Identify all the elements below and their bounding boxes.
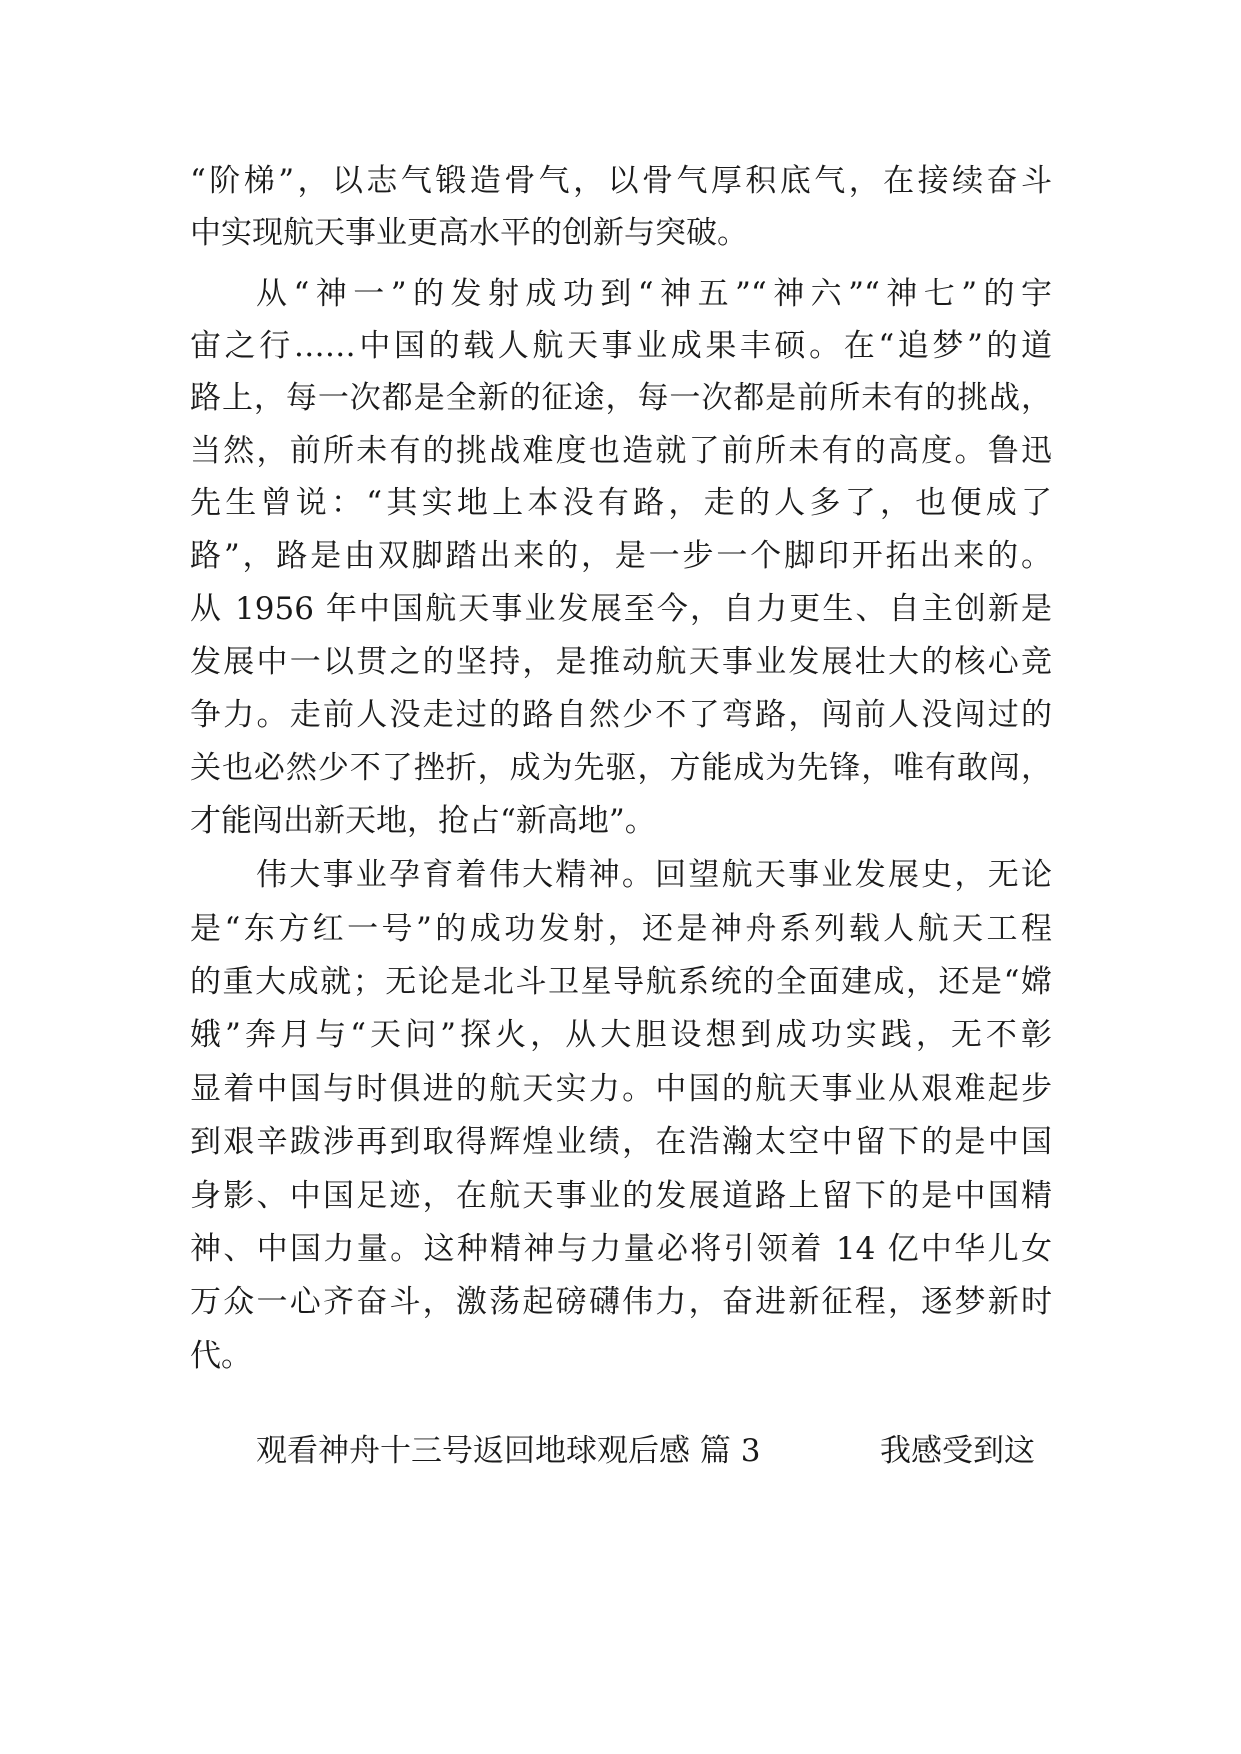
paragraph-3-line-5: 显着中国与时俱进的航天实力。中国的航天事业从艰难起步 <box>190 1071 1052 1107</box>
section-heading-title: 观看神舟十三号返回地球观后感 <box>256 1433 690 1469</box>
paragraph-3-line-1: 伟大事业孕育着伟大精神。回望航天事业发展史，无论 <box>256 857 1052 893</box>
paragraph-2-line-1: 从“神一”的发射成功到“神五”“神六”“神七”的宇 <box>256 276 1052 312</box>
paragraph-3-line-7: 身影、中国足迹，在航天事业的发展道路上留下的是中国精 <box>190 1178 1052 1214</box>
paragraph-1-line-2: 中实现航天事业更高水平的创新与突破。 <box>190 215 748 251</box>
paragraph-2-line-7: 从 1956 年中国航天事业发展至今，自力更生、自主创新是 <box>190 591 1052 627</box>
paragraph-2-line-11: 才能闯出新天地，抢占“新高地”。 <box>190 803 656 839</box>
section-heading-part: 篇 3 <box>699 1433 761 1469</box>
paragraph-2-line-3: 路上，每一次都是全新的征途，每一次都是前所未有的挑战， <box>190 380 1052 416</box>
paragraph-2-line-8: 发展中一以贯之的坚持，是推动航天事业发展壮大的核心竞 <box>190 644 1052 680</box>
paragraph-1-line-1: “阶梯”，以志气锻造骨气，以骨气厚积底气，在接续奋斗 <box>190 163 1052 199</box>
paragraph-3-line-3: 的重大成就；无论是北斗卫星导航系统的全面建成，还是“嫦 <box>190 964 1052 1000</box>
section-heading-tail: 我感受到这 <box>880 1433 1035 1469</box>
paragraph-3-line-4: 娥”奔月与“天问”探火，从大胆设想到成功实践，无不彰 <box>190 1017 1052 1053</box>
paragraph-3-line-6: 到艰辛跋涉再到取得辉煌业绩，在浩瀚太空中留下的是中国 <box>190 1124 1052 1160</box>
paragraph-2-line-2: 宙之行……中国的载人航天事业成果丰硕。在“追梦”的道 <box>190 328 1052 364</box>
section-heading <box>256 1430 760 1472</box>
paragraph-3-line-9: 万众一心齐奋斗，激荡起磅礴伟力，奋进新征程，逐梦新时 <box>190 1284 1052 1320</box>
paragraph-2-line-10: 关也必然少不了挫折，成为先驱，方能成为先锋，唯有敢闯， <box>190 750 1052 786</box>
paragraph-2-line-4: 当然，前所未有的挑战难度也造就了前所未有的高度。鲁迅 <box>190 433 1052 469</box>
paragraph-2-line-5: 先生曾说：“其实地上本没有路，走的人多了，也便成了 <box>190 485 1052 521</box>
paragraph-3-line-2: 是“东方红一号”的成功发射，还是神舟系列载人航天工程 <box>190 911 1052 947</box>
paragraph-2-line-6: 路”，路是由双脚踏出来的，是一步一个脚印开拓出来的。 <box>190 538 1052 574</box>
paragraph-2-line-9: 争力。走前人没走过的路自然少不了弯路，闯前人没闯过的 <box>190 697 1052 733</box>
paragraph-3-line-10: 代。 <box>190 1338 252 1374</box>
paragraph-3-line-8: 神、中国力量。这种精神与力量必将引领着 14 亿中华儿女 <box>190 1231 1052 1267</box>
